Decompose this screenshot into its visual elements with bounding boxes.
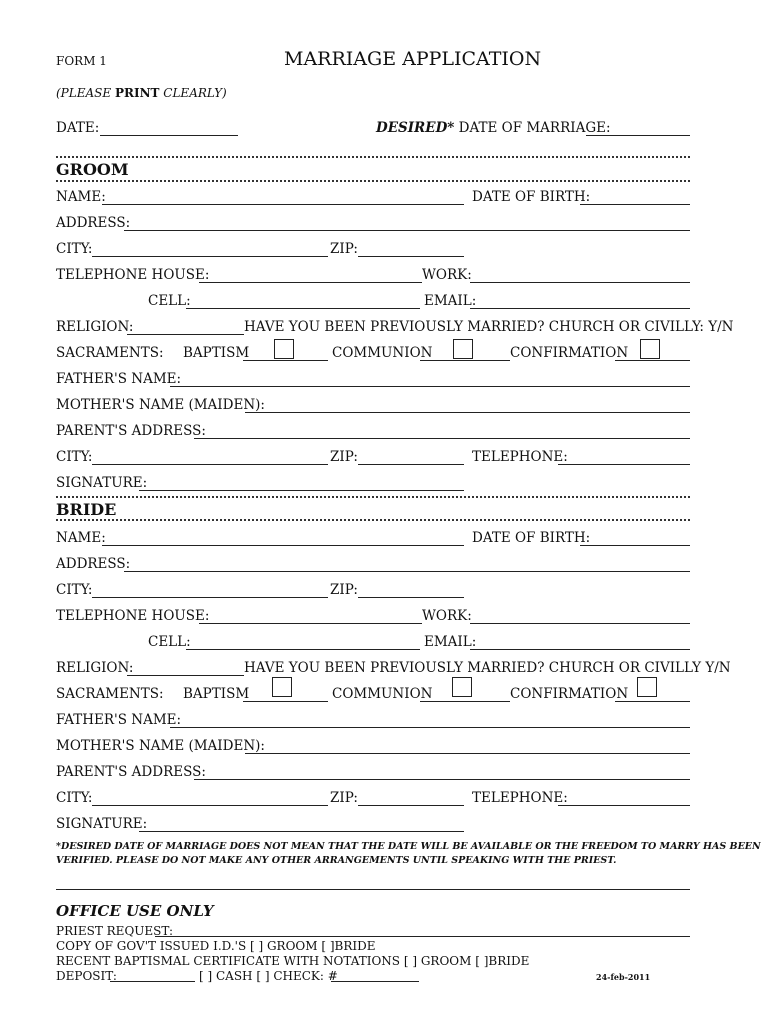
desired-date-field[interactable] <box>586 135 690 136</box>
office-separator <box>56 889 690 890</box>
deposit-field[interactable] <box>110 981 195 982</box>
groom-name-label: NAME: <box>56 189 106 205</box>
print-instruction <box>56 87 227 99</box>
groom-parent-address-field[interactable] <box>194 438 690 439</box>
groom-baptism-label: BAPTISM <box>183 345 250 361</box>
priest-request-field[interactable] <box>155 936 690 937</box>
groom-sacraments-label: SACRAMENTS: <box>56 345 164 361</box>
bride-email-label: EMAIL: <box>424 634 477 650</box>
desired-rest: DATE OF MARRIAGE: <box>454 120 611 136</box>
bride-zip-field[interactable] <box>358 597 464 598</box>
groom-communion-line <box>420 360 510 361</box>
groom-confirmation-label: CONFIRMATION <box>510 345 629 361</box>
payment-method-line: [ ] CASH [ ] CHECK: # <box>199 969 338 983</box>
groom-zip-field[interactable] <box>358 256 464 257</box>
groom-religion-field[interactable] <box>127 334 244 335</box>
page-title: MARRIAGE APPLICATION <box>284 48 542 70</box>
groom-parent-city-label: CITY: <box>56 449 93 465</box>
bride-parent-zip-field[interactable] <box>358 805 464 806</box>
bride-religion-label: RELIGION: <box>56 660 134 676</box>
bride-zip-label: ZIP: <box>330 582 358 598</box>
bride-communion-label: COMMUNION <box>332 686 433 702</box>
baptismal-certificate-line: RECENT BAPTISMAL CERTIFICATE WITH NOTATIONS [ ] GROOM [ ]BRIDE <box>56 954 530 968</box>
bride-signature-field[interactable] <box>139 831 464 832</box>
groom-address-field[interactable] <box>124 230 690 231</box>
bride-mother-label: MOTHER'S NAME (MAIDEN): <box>56 738 265 754</box>
instruction-bold: PRINT <box>114 86 160 100</box>
bride-baptism-checkbox[interactable] <box>272 677 292 697</box>
groom-parent-telephone-field[interactable] <box>558 464 690 465</box>
groom-work-label: WORK: <box>422 267 472 283</box>
groom-work-phone-field[interactable] <box>470 282 690 283</box>
instruction-prefix: (PLEASE <box>56 86 115 100</box>
bride-name-field[interactable] <box>102 545 464 546</box>
deposit-label: DEPOSIT: <box>56 969 117 983</box>
bride-parent-city-label: CITY: <box>56 790 93 806</box>
bride-mother-field[interactable] <box>245 753 690 754</box>
bride-name-label: NAME: <box>56 530 106 546</box>
check-number-field[interactable] <box>331 981 419 982</box>
bride-father-field[interactable] <box>170 727 690 728</box>
priest-request-label: PRIEST REQUEST: <box>56 924 173 938</box>
bride-parent-city-field[interactable] <box>92 805 328 806</box>
groom-dob-field[interactable] <box>580 204 690 205</box>
bride-dob-label: DATE OF BIRTH: <box>472 530 591 546</box>
footnote-line-2: VERIFIED. PLEASE DO NOT MAKE ANY OTHER ARRANGEMENTS UNTIL SPEAKING WITH THE PRIEST. <box>56 855 617 866</box>
bride-email-field[interactable] <box>470 649 690 650</box>
groom-address-label: ADDRESS: <box>56 215 131 231</box>
groom-confirmation-line <box>615 360 690 361</box>
date-label: DATE: <box>56 120 100 136</box>
groom-cell-field[interactable] <box>186 308 420 309</box>
groom-mother-field[interactable] <box>245 412 690 413</box>
bride-father-label: FATHER'S NAME: <box>56 712 182 728</box>
divider <box>56 519 690 521</box>
groom-city-field[interactable] <box>92 256 328 257</box>
groom-previously-married-label: HAVE YOU BEEN PREVIOUSLY MARRIED? CHURCH OR CIVILLY: Y/N <box>244 319 734 335</box>
groom-father-field[interactable] <box>170 386 690 387</box>
bride-parent-telephone-field[interactable] <box>558 805 690 806</box>
bride-cell-label: CELL: <box>148 634 191 650</box>
bride-dob-field[interactable] <box>580 545 690 546</box>
bride-parent-address-field[interactable] <box>194 779 690 780</box>
bride-city-field[interactable] <box>92 597 328 598</box>
bride-parent-telephone-label: TELEPHONE: <box>472 790 568 806</box>
groom-religion-label: RELIGION: <box>56 319 134 335</box>
groom-mother-label: MOTHER'S NAME (MAIDEN): <box>56 397 265 413</box>
gov-id-line: COPY OF GOV'T ISSUED I.D.'S [ ] GROOM [ ]BRIDE <box>56 939 376 953</box>
instruction-suffix: CLEARLY) <box>159 86 227 100</box>
groom-city-label: CITY: <box>56 241 93 257</box>
groom-signature-field[interactable] <box>139 490 464 491</box>
office-use-title: OFFICE USE ONLY <box>56 902 214 920</box>
bride-communion-line <box>420 701 510 702</box>
groom-father-label: FATHER'S NAME: <box>56 371 182 387</box>
bride-confirmation-checkbox[interactable] <box>637 677 657 697</box>
bride-section-title: BRIDE <box>56 500 117 519</box>
divider <box>56 156 690 158</box>
bride-house-phone-field[interactable] <box>199 623 422 624</box>
desired-date-label <box>376 122 611 136</box>
bride-telephone-house-label: TELEPHONE HOUSE: <box>56 608 210 624</box>
groom-email-field[interactable] <box>470 308 690 309</box>
groom-email-label: EMAIL: <box>424 293 477 309</box>
bride-previously-married-label: HAVE YOU BEEN PREVIOUSLY MARRIED? CHURCH OR CIVILLY Y/N <box>244 660 731 676</box>
form-number: FORM 1 <box>56 54 107 68</box>
bride-confirmation-label: CONFIRMATION <box>510 686 629 702</box>
bride-address-label: ADDRESS: <box>56 556 131 572</box>
footnote-line-1: *DESIRED DATE OF MARRIAGE DOES NOT MEAN THAT THE DATE WILL BE AVAILABLE OR THE FREEDOM TO MARRY HAS BEEN <box>56 841 761 852</box>
bride-communion-checkbox[interactable] <box>452 677 472 697</box>
groom-baptism-line <box>243 360 328 361</box>
groom-parent-zip-label: ZIP: <box>330 449 358 465</box>
bride-baptism-label: BAPTISM <box>183 686 250 702</box>
divider <box>56 180 690 182</box>
divider <box>56 496 690 498</box>
groom-section-title: GROOM <box>56 160 129 179</box>
bride-baptism-line <box>243 701 328 702</box>
bride-sacraments-label: SACRAMENTS: <box>56 686 164 702</box>
bride-parent-zip-label: ZIP: <box>330 790 358 806</box>
bride-city-label: CITY: <box>56 582 93 598</box>
bride-work-label: WORK: <box>422 608 472 624</box>
date-field[interactable] <box>100 135 238 136</box>
groom-cell-label: CELL: <box>148 293 191 309</box>
bride-confirmation-line <box>615 701 690 702</box>
bride-parent-address-label: PARENT'S ADDRESS: <box>56 764 206 780</box>
groom-dob-label: DATE OF BIRTH: <box>472 189 591 205</box>
groom-communion-label: COMMUNION <box>332 345 433 361</box>
bride-address-field[interactable] <box>124 571 690 572</box>
groom-name-field[interactable] <box>102 204 464 205</box>
bride-signature-label: SIGNATURE: <box>56 816 148 832</box>
groom-confirmation-checkbox[interactable] <box>640 339 660 359</box>
groom-zip-label: ZIP: <box>330 241 358 257</box>
bride-religion-field[interactable] <box>127 675 244 676</box>
groom-telephone-house-label: TELEPHONE HOUSE: <box>56 267 210 283</box>
groom-parent-city-field[interactable] <box>92 464 328 465</box>
groom-parent-address-label: PARENT'S ADDRESS: <box>56 423 206 439</box>
groom-parent-zip-field[interactable] <box>358 464 464 465</box>
groom-house-phone-field[interactable] <box>199 282 422 283</box>
groom-baptism-checkbox[interactable] <box>274 339 294 359</box>
groom-parent-telephone-label: TELEPHONE: <box>472 449 568 465</box>
bride-work-phone-field[interactable] <box>470 623 690 624</box>
date-stamp: 24-feb-2011 <box>596 972 651 982</box>
groom-communion-checkbox[interactable] <box>453 339 473 359</box>
desired-bold: DESIRED* <box>376 120 455 136</box>
groom-signature-label: SIGNATURE: <box>56 475 148 491</box>
bride-cell-field[interactable] <box>186 649 420 650</box>
